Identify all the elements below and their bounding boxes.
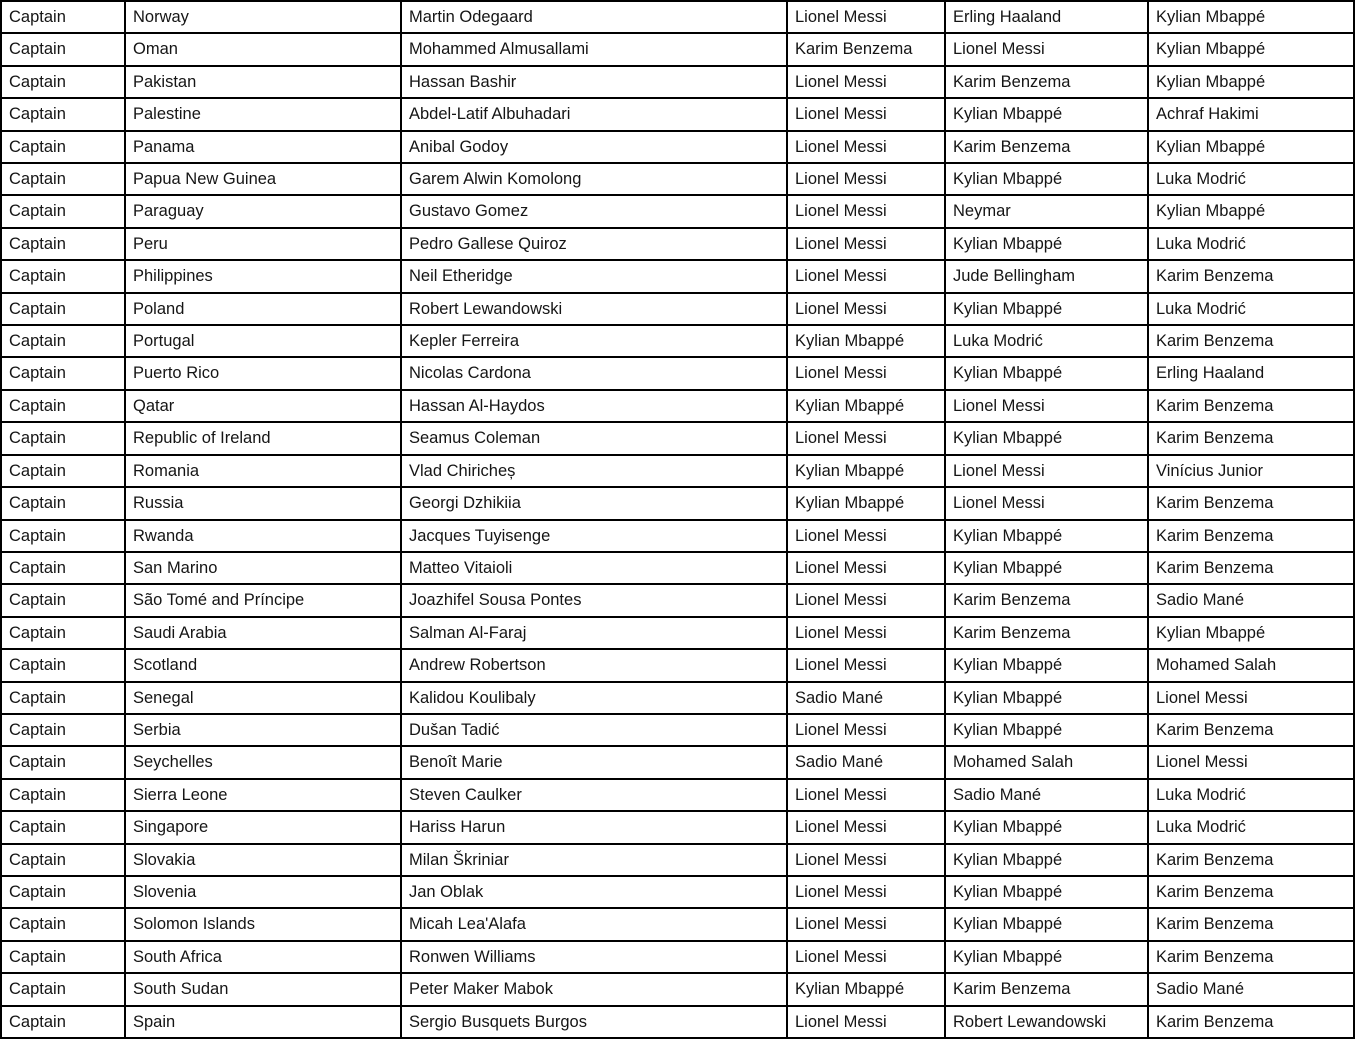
cell-favourite_1: Kylian Mbappé (787, 487, 945, 519)
cell-country: Philippines (125, 260, 401, 292)
cell-country: Saudi Arabia (125, 617, 401, 649)
table-row (1, 714, 1354, 746)
cell-favourite_1: Lionel Messi (787, 876, 945, 908)
cell-captain_name: Dušan Tadić (401, 714, 787, 746)
cell-favourite_2: Kylian Mbappé (945, 422, 1148, 454)
cell-country: Slovenia (125, 876, 401, 908)
cell-role: Captain (1, 682, 125, 714)
table-row (1, 973, 1354, 1005)
cell-favourite_3: Sadio Mané (1148, 584, 1354, 616)
cell-favourite_3: Kylian Mbappé (1148, 617, 1354, 649)
cell-favourite_2: Kylian Mbappé (945, 876, 1148, 908)
cell-role: Captain (1, 584, 125, 616)
cell-country: Panama (125, 131, 401, 163)
cell-favourite_3: Karim Benzema (1148, 325, 1354, 357)
cell-country: Portugal (125, 325, 401, 357)
cell-favourite_3: Karim Benzema (1148, 520, 1354, 552)
cell-role: Captain (1, 1, 125, 33)
cell-favourite_1: Lionel Messi (787, 66, 945, 98)
cell-role: Captain (1, 552, 125, 584)
cell-captain_name: Vlad Chiricheș (401, 455, 787, 487)
cell-favourite_3: Sadio Mané (1148, 973, 1354, 1005)
cell-role: Captain (1, 422, 125, 454)
cell-captain_name: Jacques Tuyisenge (401, 520, 787, 552)
cell-role: Captain (1, 520, 125, 552)
cell-captain_name: Peter Maker Mabok (401, 973, 787, 1005)
cell-role: Captain (1, 293, 125, 325)
cell-favourite_2: Karim Benzema (945, 617, 1148, 649)
cell-favourite_3: Karim Benzema (1148, 260, 1354, 292)
table-row (1, 1006, 1354, 1038)
cell-country: Republic of Ireland (125, 422, 401, 454)
cell-captain_name: Milan Škriniar (401, 844, 787, 876)
table-row (1, 260, 1354, 292)
table-row (1, 617, 1354, 649)
cell-favourite_3: Karim Benzema (1148, 908, 1354, 940)
cell-favourite_2: Lionel Messi (945, 455, 1148, 487)
cell-role: Captain (1, 390, 125, 422)
cell-country: Solomon Islands (125, 908, 401, 940)
table-row (1, 422, 1354, 454)
cell-favourite_1: Lionel Messi (787, 260, 945, 292)
cell-role: Captain (1, 1006, 125, 1038)
cell-role: Captain (1, 131, 125, 163)
cell-favourite_1: Lionel Messi (787, 844, 945, 876)
cell-favourite_3: Luka Modrić (1148, 293, 1354, 325)
cell-role: Captain (1, 260, 125, 292)
cell-country: Poland (125, 293, 401, 325)
cell-captain_name: Gustavo Gomez (401, 195, 787, 227)
cell-role: Captain (1, 325, 125, 357)
cell-role: Captain (1, 876, 125, 908)
cell-role: Captain (1, 487, 125, 519)
cell-favourite_2: Kylian Mbappé (945, 811, 1148, 843)
cell-favourite_2: Karim Benzema (945, 973, 1148, 1005)
cell-favourite_1: Lionel Messi (787, 228, 945, 260)
cell-captain_name: Hariss Harun (401, 811, 787, 843)
table-row (1, 325, 1354, 357)
cell-favourite_1: Karim Benzema (787, 33, 945, 65)
cell-favourite_2: Sadio Mané (945, 779, 1148, 811)
cell-country: San Marino (125, 552, 401, 584)
cell-favourite_2: Kylian Mbappé (945, 520, 1148, 552)
table-row (1, 844, 1354, 876)
cell-country: São Tomé and Príncipe (125, 584, 401, 616)
cell-favourite_1: Lionel Messi (787, 422, 945, 454)
cell-favourite_1: Sadio Mané (787, 746, 945, 778)
table-row (1, 811, 1354, 843)
cell-country: Palestine (125, 98, 401, 130)
cell-favourite_3: Vinícius Junior (1148, 455, 1354, 487)
table-row (1, 876, 1354, 908)
cell-country: Slovakia (125, 844, 401, 876)
cell-captain_name: Andrew Robertson (401, 649, 787, 681)
table-row (1, 746, 1354, 778)
cell-captain_name: Matteo Vitaioli (401, 552, 787, 584)
cell-favourite_2: Karim Benzema (945, 66, 1148, 98)
table-row (1, 98, 1354, 130)
cell-favourite_1: Lionel Messi (787, 584, 945, 616)
cell-favourite_2: Kylian Mbappé (945, 941, 1148, 973)
cell-favourite_3: Karim Benzema (1148, 390, 1354, 422)
cell-favourite_3: Erling Haaland (1148, 357, 1354, 389)
cell-role: Captain (1, 455, 125, 487)
cell-favourite_3: Kylian Mbappé (1148, 33, 1354, 65)
cell-favourite_3: Karim Benzema (1148, 844, 1354, 876)
cell-captain_name: Steven Caulker (401, 779, 787, 811)
cell-favourite_2: Kylian Mbappé (945, 682, 1148, 714)
cell-country: Senegal (125, 682, 401, 714)
cell-captain_name: Pedro Gallese Quiroz (401, 228, 787, 260)
cell-favourite_1: Kylian Mbappé (787, 973, 945, 1005)
cell-favourite_3: Achraf Hakimi (1148, 98, 1354, 130)
table-row (1, 390, 1354, 422)
cell-favourite_1: Lionel Messi (787, 941, 945, 973)
cell-favourite_3: Karim Benzema (1148, 422, 1354, 454)
table-row (1, 33, 1354, 65)
cell-role: Captain (1, 98, 125, 130)
cell-captain_name: Joazhifel Sousa Pontes (401, 584, 787, 616)
table-row (1, 941, 1354, 973)
cell-captain_name: Micah Lea'Alafa (401, 908, 787, 940)
cell-role: Captain (1, 973, 125, 1005)
cell-favourite_2: Kylian Mbappé (945, 163, 1148, 195)
cell-favourite_2: Kylian Mbappé (945, 844, 1148, 876)
cell-favourite_2: Lionel Messi (945, 390, 1148, 422)
table-row (1, 195, 1354, 227)
cell-favourite_3: Luka Modrić (1148, 163, 1354, 195)
cell-favourite_3: Kylian Mbappé (1148, 195, 1354, 227)
cell-favourite_3: Lionel Messi (1148, 682, 1354, 714)
cell-favourite_1: Lionel Messi (787, 357, 945, 389)
cell-favourite_1: Lionel Messi (787, 811, 945, 843)
table-row (1, 293, 1354, 325)
cell-favourite_3: Karim Benzema (1148, 714, 1354, 746)
cell-favourite_1: Lionel Messi (787, 714, 945, 746)
table-row (1, 163, 1354, 195)
cell-favourite_1: Kylian Mbappé (787, 455, 945, 487)
cell-role: Captain (1, 617, 125, 649)
cell-captain_name: Seamus Coleman (401, 422, 787, 454)
cell-captain_name: Benoît Marie (401, 746, 787, 778)
cell-favourite_2: Kylian Mbappé (945, 293, 1148, 325)
cell-captain_name: Hassan Al-Haydos (401, 390, 787, 422)
cell-favourite_3: Lionel Messi (1148, 746, 1354, 778)
table-row (1, 455, 1354, 487)
cell-captain_name: Ronwen Williams (401, 941, 787, 973)
cell-favourite_3: Karim Benzema (1148, 1006, 1354, 1038)
cell-country: Singapore (125, 811, 401, 843)
table-row (1, 357, 1354, 389)
cell-role: Captain (1, 649, 125, 681)
cell-favourite_2: Lionel Messi (945, 487, 1148, 519)
cell-country: Oman (125, 33, 401, 65)
cell-favourite_1: Kylian Mbappé (787, 390, 945, 422)
cell-role: Captain (1, 66, 125, 98)
cell-country: Pakistan (125, 66, 401, 98)
cell-captain_name: Kepler Ferreira (401, 325, 787, 357)
cell-country: Spain (125, 1006, 401, 1038)
cell-captain_name: Georgi Dzhikiia (401, 487, 787, 519)
cell-captain_name: Nicolas Cardona (401, 357, 787, 389)
cell-favourite_1: Lionel Messi (787, 649, 945, 681)
cell-favourite_3: Kylian Mbappé (1148, 1, 1354, 33)
cell-country: South Sudan (125, 973, 401, 1005)
cell-favourite_3: Karim Benzema (1148, 876, 1354, 908)
table-row (1, 649, 1354, 681)
cell-favourite_1: Lionel Messi (787, 1006, 945, 1038)
cell-favourite_2: Karim Benzema (945, 131, 1148, 163)
table-row (1, 487, 1354, 519)
cell-captain_name: Salman Al-Faraj (401, 617, 787, 649)
cell-favourite_1: Lionel Messi (787, 98, 945, 130)
cell-captain_name: Martin Odegaard (401, 1, 787, 33)
table-row (1, 779, 1354, 811)
cell-role: Captain (1, 746, 125, 778)
cell-favourite_1: Lionel Messi (787, 163, 945, 195)
cell-country: Romania (125, 455, 401, 487)
cell-role: Captain (1, 844, 125, 876)
cell-role: Captain (1, 714, 125, 746)
cell-favourite_2: Mohamed Salah (945, 746, 1148, 778)
table-row (1, 584, 1354, 616)
cell-country: Rwanda (125, 520, 401, 552)
cell-captain_name: Hassan Bashir (401, 66, 787, 98)
cell-favourite_1: Lionel Messi (787, 195, 945, 227)
cell-country: Qatar (125, 390, 401, 422)
cell-role: Captain (1, 195, 125, 227)
cell-role: Captain (1, 908, 125, 940)
cell-country: Sierra Leone (125, 779, 401, 811)
table-row (1, 682, 1354, 714)
table-row (1, 552, 1354, 584)
cell-favourite_3: Karim Benzema (1148, 552, 1354, 584)
cell-favourite_3: Karim Benzema (1148, 941, 1354, 973)
cell-role: Captain (1, 779, 125, 811)
cell-favourite_1: Lionel Messi (787, 908, 945, 940)
cell-favourite_1: Lionel Messi (787, 779, 945, 811)
cell-country: Paraguay (125, 195, 401, 227)
cell-favourite_2: Kylian Mbappé (945, 552, 1148, 584)
cell-captain_name: Neil Etheridge (401, 260, 787, 292)
cell-favourite_3: Kylian Mbappé (1148, 131, 1354, 163)
cell-favourite_3: Karim Benzema (1148, 487, 1354, 519)
cell-captain_name: Mohammed Almusallami (401, 33, 787, 65)
cell-country: Puerto Rico (125, 357, 401, 389)
cell-favourite_1: Lionel Messi (787, 1, 945, 33)
table-row (1, 228, 1354, 260)
cell-favourite_3: Luka Modrić (1148, 228, 1354, 260)
cell-captain_name: Kalidou Koulibaly (401, 682, 787, 714)
cell-favourite_1: Lionel Messi (787, 552, 945, 584)
cell-favourite_2: Luka Modrić (945, 325, 1148, 357)
cell-role: Captain (1, 357, 125, 389)
cell-favourite_2: Neymar (945, 195, 1148, 227)
cell-country: Norway (125, 1, 401, 33)
table-body (1, 1, 1354, 1038)
cell-role: Captain (1, 941, 125, 973)
cell-country: Seychelles (125, 746, 401, 778)
cell-country: Serbia (125, 714, 401, 746)
cell-captain_name: Jan Oblak (401, 876, 787, 908)
table-row (1, 131, 1354, 163)
cell-favourite_2: Kylian Mbappé (945, 908, 1148, 940)
cell-favourite_1: Sadio Mané (787, 682, 945, 714)
cell-favourite_2: Kylian Mbappé (945, 649, 1148, 681)
cell-role: Captain (1, 33, 125, 65)
cell-captain_name: Garem Alwin Komolong (401, 163, 787, 195)
table-row (1, 520, 1354, 552)
cell-favourite_2: Robert Lewandowski (945, 1006, 1148, 1038)
cell-favourite_2: Karim Benzema (945, 584, 1148, 616)
cell-favourite_1: Lionel Messi (787, 520, 945, 552)
cell-favourite_1: Lionel Messi (787, 617, 945, 649)
cell-role: Captain (1, 811, 125, 843)
cell-favourite_1: Lionel Messi (787, 131, 945, 163)
cell-captain_name: Abdel-Latif Albuhadari (401, 98, 787, 130)
cell-country: Peru (125, 228, 401, 260)
cell-role: Captain (1, 228, 125, 260)
table-row (1, 1, 1354, 33)
cell-role: Captain (1, 163, 125, 195)
cell-country: Russia (125, 487, 401, 519)
cell-favourite_3: Luka Modrić (1148, 779, 1354, 811)
cell-favourite_2: Kylian Mbappé (945, 98, 1148, 130)
cell-country: Scotland (125, 649, 401, 681)
cell-favourite_3: Luka Modrić (1148, 811, 1354, 843)
table-row (1, 66, 1354, 98)
cell-favourite_2: Jude Bellingham (945, 260, 1148, 292)
cell-favourite_3: Mohamed Salah (1148, 649, 1354, 681)
cell-favourite_1: Lionel Messi (787, 293, 945, 325)
cell-favourite_2: Kylian Mbappé (945, 714, 1148, 746)
cell-favourite_2: Kylian Mbappé (945, 228, 1148, 260)
cell-captain_name: Anibal Godoy (401, 131, 787, 163)
cell-favourite_1: Kylian Mbappé (787, 325, 945, 357)
cell-favourite_3: Kylian Mbappé (1148, 66, 1354, 98)
cell-country: Papua New Guinea (125, 163, 401, 195)
cell-favourite_2: Erling Haaland (945, 1, 1148, 33)
cell-favourite_2: Lionel Messi (945, 33, 1148, 65)
cell-captain_name: Sergio Busquets Burgos (401, 1006, 787, 1038)
cell-captain_name: Robert Lewandowski (401, 293, 787, 325)
table-row (1, 908, 1354, 940)
cell-country: South Africa (125, 941, 401, 973)
cell-favourite_2: Kylian Mbappé (945, 357, 1148, 389)
